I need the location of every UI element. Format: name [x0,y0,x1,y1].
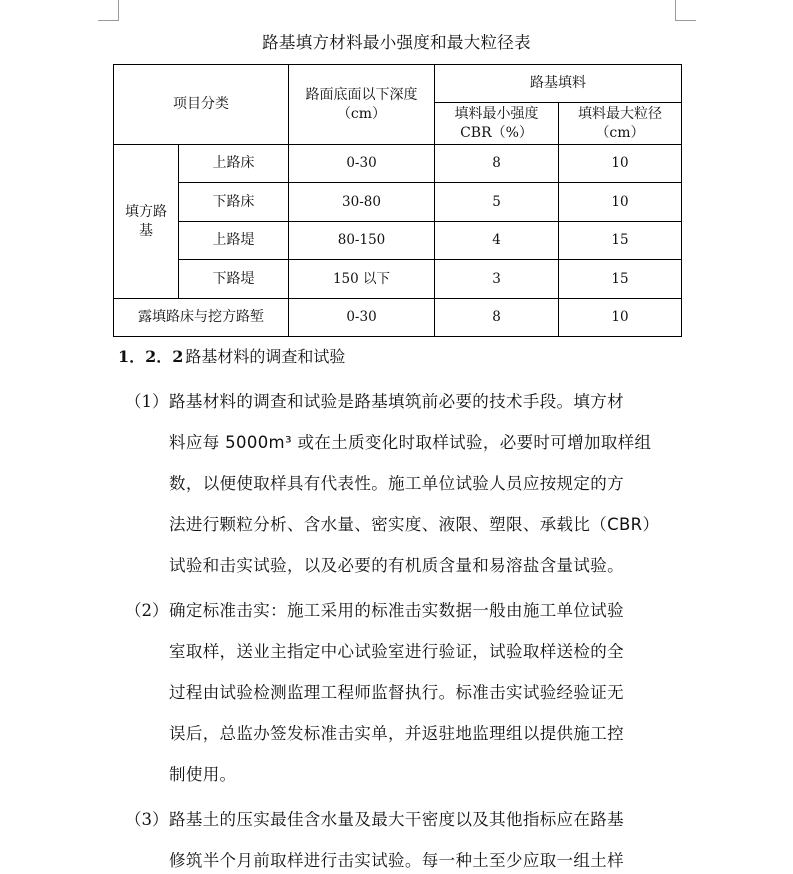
header-min-cbr [435,103,559,145]
section-number: 1．2．2 [118,347,184,366]
paragraph-line: 法进行颗粒分析、含水量、密实度、液限、塑限、承载比（CBR） [169,515,660,534]
header-depth-line2: （cm） [336,105,387,122]
row-size: 10 [559,299,682,337]
paragraph-line: 室取样，送业主指定中心试验室进行验证，试验取样送检的全 [169,642,624,661]
page-corner-mark-right [675,0,696,21]
row-size: 10 [559,145,682,183]
row-size: 15 [559,222,682,260]
header-fill: 路基填料 [435,65,682,103]
row-size: 10 [559,183,682,222]
paragraph-line: 料应每 5000m³ 或在土质变化时取样试验，必要时可增加取样组 [169,433,652,452]
paragraph-label: （2） [125,601,169,620]
paragraph-label: （1） [125,392,169,411]
row-cbr: 4 [435,222,559,260]
group-line2: 基 [139,222,153,239]
row-name: 上路堤 [179,222,289,260]
header-max-size [559,103,682,145]
table-row [114,260,682,299]
paragraph-line: 误后，总监办签发标准击实单，并返驻地监理组以提供施工控 [169,724,624,743]
header-min-cbr-line2: CBR（%） [460,124,533,141]
paragraph-line: 确定标准击实：施工采用的标准击实数据一般由施工单位试验 [169,601,624,620]
paragraph-line: 路基材料的调查和试验是路基填筑前必要的技术手段。填方材 [169,392,624,411]
row-depth: 0-30 [289,299,435,337]
row-name: 下路床 [179,183,289,222]
row-cbr: 3 [435,260,559,299]
header-max-size-line2: （cm） [595,124,645,141]
table-row [114,222,682,260]
spec-table [113,64,682,337]
row-depth: 30-80 [289,183,435,222]
table-row [114,183,682,222]
paragraph-line: 修筑半个月前取样进行击实试验。每一种土至少应取一组土样 [169,851,624,870]
row-cbr: 8 [435,145,559,183]
row-depth: 0-30 [289,145,435,183]
group-fill-subgrade [114,145,179,299]
paragraph-line: 制使用。 [169,765,237,784]
paragraph-label: （3） [125,810,169,829]
row-depth: 80-150 [289,222,435,260]
row-name: 上路床 [179,145,289,183]
page-corner-mark-left [98,0,119,21]
section-title: 路基材料的调查和试验 [185,347,346,366]
row-depth: 150 以下 [289,260,435,299]
table-row [114,145,682,183]
paragraph-line: 路基土的压实最佳含水量及最大干密度以及其他指标应在路基 [169,810,624,829]
header-max-size-line1: 填料最大粒径 [578,105,662,122]
row-size: 15 [559,260,682,299]
group-line1: 填方路 [125,203,167,220]
section-heading [118,344,345,367]
header-depth [289,65,435,145]
table-title: 路基填方材料最小强度和最大粒径表 [262,33,531,52]
row-name: 露填路床与挖方路堑 [114,299,289,337]
row-name: 下路堤 [179,260,289,299]
header-depth-line1: 路面底面以下深度 [305,86,418,103]
table-row [114,299,682,337]
header-min-cbr-line1: 填料最小强度 [454,105,539,122]
header-item-category: 项目分类 [114,65,289,145]
paragraph-line: 数，以便使取样具有代表性。施工单位试验人员应按规定的方 [169,474,624,493]
paragraph-line: 过程由试验检测监理工程师监督执行。标准击实试验经验证无 [169,683,624,702]
paragraph-line: 试验和击实试验，以及必要的有机质含量和易溶盐含量试验。 [169,556,624,575]
row-cbr: 8 [435,299,559,337]
row-cbr: 5 [435,183,559,222]
